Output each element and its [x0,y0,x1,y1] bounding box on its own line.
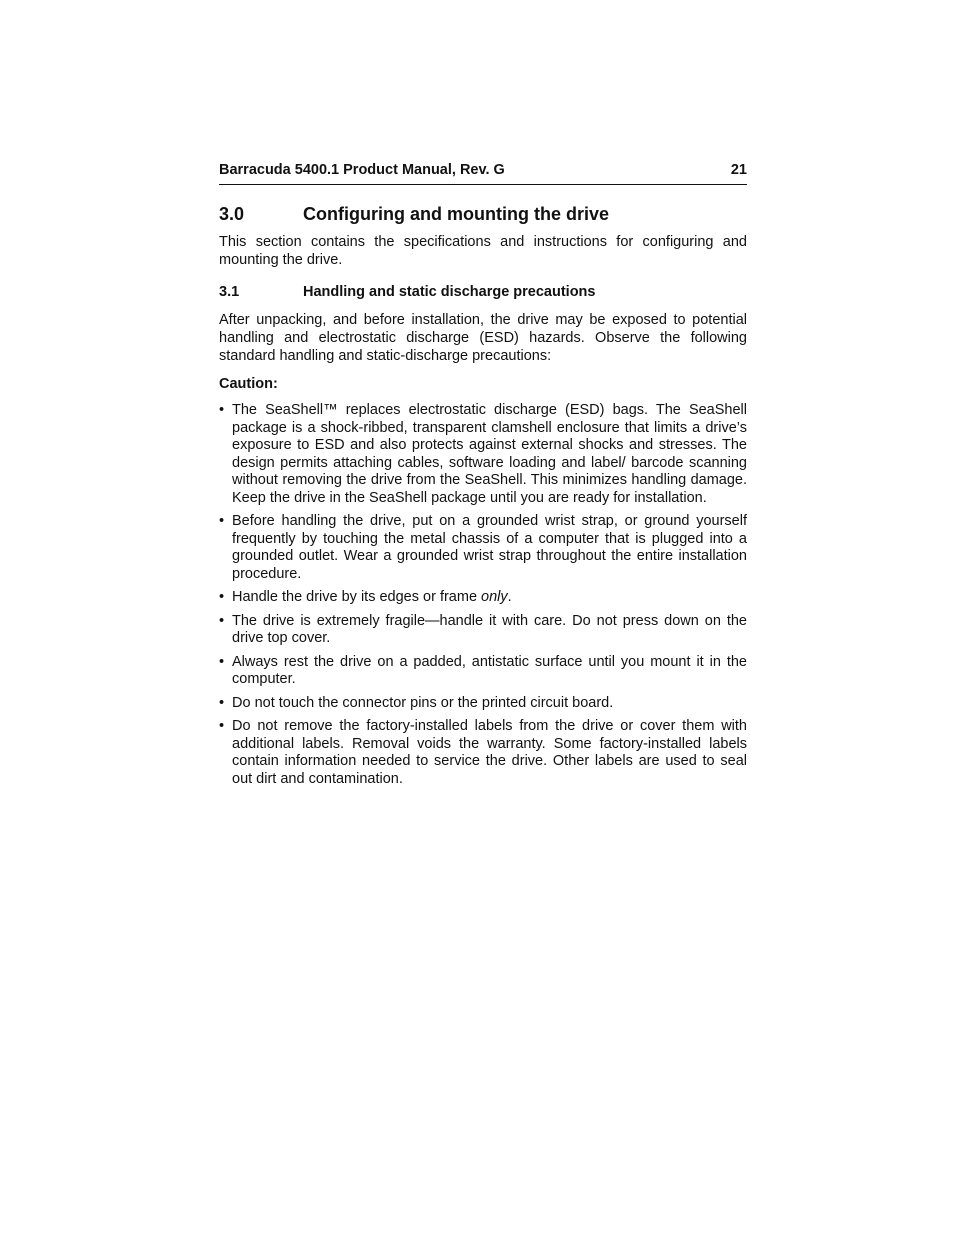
list-item-text: Do not remove the factory-installed labels from the drive or cover them with additional labels. Removal voids the warranty. Some factory-installed labels contain information needed to service the drive. Other labels are used to seal out dirt and contamination. [232,718,747,787]
list-item-text [232,589,747,607]
section-number: 3.0 [219,204,245,224]
list-item-text: Do not touch the connector pins or the printed circuit board. [232,694,614,711]
list-item [219,654,747,689]
bullet-icon: • [219,402,225,418]
subsection-number: 3.1 [219,284,240,300]
list-item [219,718,747,788]
list-item-text-start: Handle the drive by its edges or frame [232,589,482,605]
bullet-icon: • [219,612,225,629]
section-intro: This section contains the specifications and instructions for configuring and mounting the drive. [219,234,747,268]
bullet-icon: • [219,589,225,605]
section-heading [219,204,747,225]
bullet-icon: • [219,718,225,734]
caution-label: Caution: [219,376,278,392]
list-item-text: Before handling the drive, put on a grounded wrist strap, or ground yourself frequently by touching the metal chassis of a computer that is plugged into a grounded outlet. Wear a grounded wrist strap throughout the entire installation procedure. [232,513,747,582]
running-header [219,162,747,185]
section-title: Configuring and mounting the drive [303,204,609,224]
list-item [219,695,747,713]
bullet-icon: • [219,694,225,711]
subsection-heading [219,284,747,300]
header-title: Barracuda 5400.1 Product Manual, Rev. G [219,162,505,178]
list-item-text: The SeaShell™ replaces electrostatic discharge (ESD) bags. The SeaShell package is a shock-ribbed, transparent clamshell enclosure that limits a drive’s exposure to ESD and also protects against external shocks and stresses. The design permits attaching cables, software loading and label/ barcode scanning without removing the drive from the SeaShell. This minimizes handling damage. Keep the drive in the SeaShell package until you are ready for installation. [232,402,747,506]
list-item [219,613,747,648]
list-item-text: The drive is extremely fragile—handle it with care. Do not press down on the drive top cover. [232,612,747,646]
emphasis-text: only [481,589,508,605]
subsection-paragraph: After unpacking, and before installation, the drive may be exposed to potential handling and electrostatic discharge (ESD) hazards. Observe the following standard handling and static-discharge precautions: [219,312,747,364]
page-number: 21 [730,162,747,178]
list-item [219,513,747,583]
subsection-title: Handling and static discharge precautions [303,284,596,300]
document-page [219,162,747,794]
list-item [219,589,747,607]
bullet-icon: • [219,653,225,670]
list-item-text: Always rest the drive on a padded, antistatic surface until you mount it in the computer. [232,653,747,687]
precautions-list [219,402,747,788]
bullet-icon: • [219,513,225,529]
list-item-text-end: . [507,589,512,605]
list-item [219,402,747,507]
